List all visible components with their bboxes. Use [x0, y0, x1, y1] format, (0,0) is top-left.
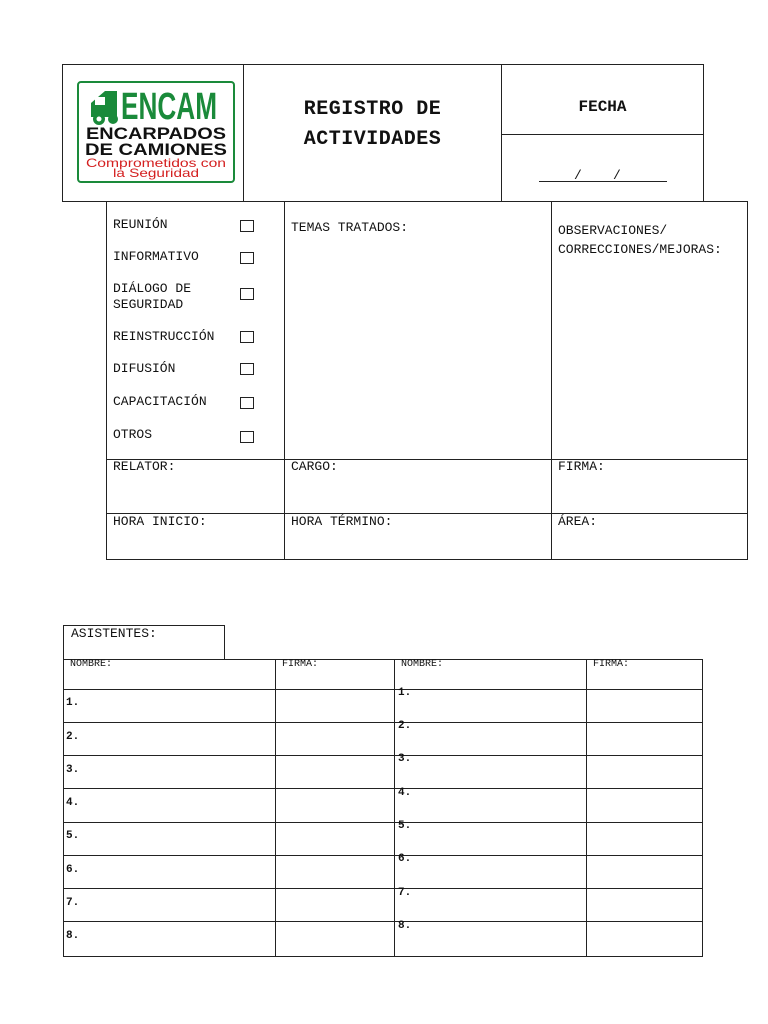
row-divider	[63, 755, 703, 756]
area-label: ÁREA:	[558, 514, 598, 529]
table-row-number-right: 7.	[398, 887, 412, 899]
row-divider	[63, 888, 703, 889]
activity-type-otros-label: OTROS	[113, 427, 153, 442]
date-underline	[539, 181, 667, 182]
table-row-number-left: 1.	[66, 697, 80, 709]
activity-type-reinstruccion-label: REINSTRUCCIÓN	[113, 329, 215, 344]
column-divider	[275, 659, 276, 957]
activity-type-informativo-label: INFORMATIVO	[113, 249, 199, 264]
table-row-number-right: 2.	[398, 720, 412, 732]
firma-label: FIRMA:	[558, 459, 605, 474]
title-cell	[243, 64, 502, 202]
table-row-number-right: 3.	[398, 753, 412, 765]
table-row-number-left: 7.	[66, 897, 80, 909]
date-slash-2: /	[613, 168, 621, 183]
logo-line1: ENCARPADOS	[86, 124, 226, 143]
activity-type-reunion-label: REUNIÓN	[113, 217, 168, 232]
activity-type-informativo-checkbox[interactable]	[240, 252, 254, 264]
cargo-label: CARGO:	[291, 459, 338, 474]
observations-label-line2: CORRECCIONES/MEJORAS:	[558, 242, 722, 257]
row-divider	[106, 459, 748, 460]
table-row-number-right: 8.	[398, 920, 412, 932]
table-row-number-left: 4.	[66, 797, 80, 809]
column-divider	[394, 659, 395, 957]
date-slash-1: /	[574, 168, 582, 183]
date-label: FECHA	[578, 98, 627, 116]
logo-line2: DE CAMIONES	[85, 140, 227, 159]
observations-label	[558, 221, 722, 259]
attendees-table-border	[63, 659, 703, 957]
date-field[interactable]	[501, 134, 704, 202]
observations-label-line1: OBSERVACIONES/	[558, 223, 668, 238]
hora-termino-label: HORA TÉRMINO:	[291, 514, 393, 529]
activity-type-reinstruccion-checkbox[interactable]	[240, 331, 254, 343]
topics-field[interactable]	[285, 201, 551, 459]
topics-label: TEMAS TRATADOS:	[291, 220, 409, 235]
row-divider	[63, 788, 703, 789]
column-header-firma-right: FIRMA:	[593, 659, 630, 670]
column-header-nombre-right: NOMBRE:	[401, 659, 444, 670]
activity-type-otros-checkbox[interactable]	[240, 431, 254, 443]
attendees-title-box	[63, 625, 225, 660]
table-row-number-right: 1.	[398, 687, 412, 699]
activity-type-dialogo-label: DIÁLOGO DE SEGURIDAD	[113, 281, 192, 312]
hora-inicio-label: HORA INICIO:	[113, 514, 207, 529]
page-title	[244, 65, 501, 155]
column-header-firma-left: FIRMA:	[282, 659, 319, 670]
row-divider	[63, 921, 703, 922]
activity-type-capacitacion-label: CAPACITACIÓN	[113, 394, 207, 409]
table-row-number-left: 5.	[66, 830, 80, 842]
row-divider	[63, 822, 703, 823]
title-line2: ACTIVIDADES	[303, 128, 442, 151]
table-row-number-left: 6.	[66, 864, 80, 876]
logo-tagline1: Comprometidos con	[86, 156, 226, 170]
logo-brand: ENCAM	[121, 86, 217, 128]
activity-type-reunion-checkbox[interactable]	[240, 220, 254, 232]
column-header-nombre-left: NOMBRE:	[70, 659, 113, 670]
title-line1: REGISTRO DE	[303, 98, 442, 121]
table-row-number-right: 6.	[398, 853, 412, 865]
relator-label: RELATOR:	[113, 459, 176, 474]
company-logo	[77, 81, 235, 185]
date-label-cell	[501, 64, 704, 135]
table-row-number-left: 8.	[66, 930, 80, 942]
column-divider	[586, 659, 587, 957]
row-divider	[63, 689, 703, 690]
row-divider	[63, 855, 703, 856]
activity-type-difusion-label: DIFUSIÓN	[113, 361, 176, 376]
attendees-table	[63, 659, 703, 957]
activity-type-capacitacion-checkbox[interactable]	[240, 397, 254, 409]
logo-cell	[62, 64, 244, 202]
attendees-title: ASISTENTES:	[71, 626, 157, 641]
table-row-number-left: 2.	[66, 731, 80, 743]
table-row-number-right: 5.	[398, 820, 412, 832]
activity-table	[106, 201, 748, 560]
activity-type-difusion-checkbox[interactable]	[240, 363, 254, 375]
observations-field[interactable]	[552, 261, 747, 459]
table-row-number-right: 4.	[398, 787, 412, 799]
table-row-number-left: 3.	[66, 764, 80, 776]
activity-type-dialogo-checkbox[interactable]	[240, 288, 254, 300]
logo-tagline2: la Seguridad	[113, 166, 199, 180]
row-divider	[63, 722, 703, 723]
